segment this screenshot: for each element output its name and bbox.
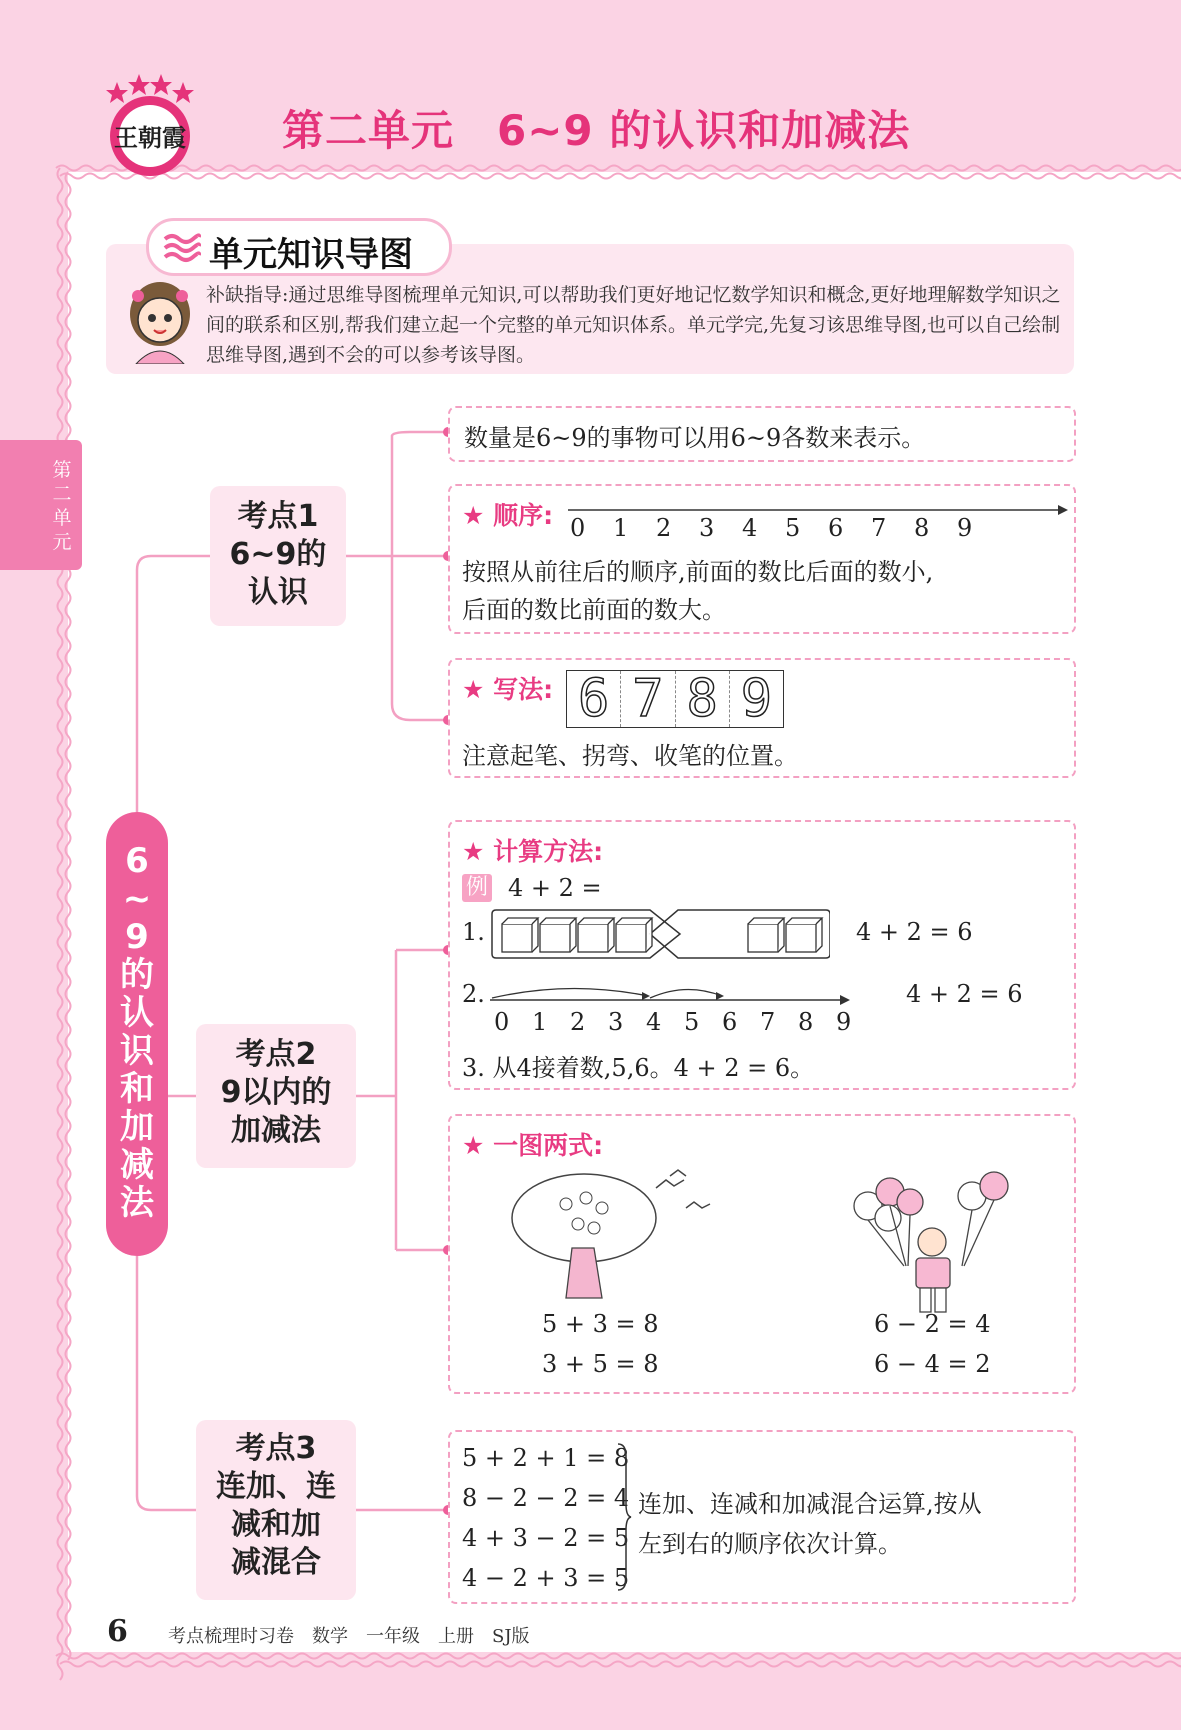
number-tick-label: 8 xyxy=(798,1008,814,1036)
example-expr: 4 + 2 = xyxy=(508,874,602,902)
kp3-label-line: 考点3 xyxy=(235,1431,317,1466)
number-tick-label: 0 xyxy=(570,514,586,542)
number-tick-label: 3 xyxy=(608,1008,624,1036)
number-tick-label: 6 xyxy=(722,1008,738,1036)
root-char: 6 xyxy=(125,841,149,881)
root-char: 认 xyxy=(120,993,154,1033)
kp3-note-1: 连加、连减和加减混合运算,按从 xyxy=(638,1490,982,1518)
kp3-equation: 4 − 2 + 3 = 5 xyxy=(462,1564,630,1592)
kp1-meaning-box xyxy=(448,406,1076,462)
root-char: 法 xyxy=(120,1183,154,1223)
curly-brace xyxy=(616,1442,632,1592)
number-tick-label: 2 xyxy=(570,1008,586,1036)
kp2-node[interactable] xyxy=(196,1024,356,1168)
one-pic-title: 一图两式: xyxy=(493,1131,604,1160)
step3-text: 3. 从4接着数,5,6。4 + 2 = 6。 xyxy=(462,1054,815,1082)
root-node[interactable] xyxy=(106,812,168,1256)
step2-numbers xyxy=(494,1008,854,1038)
boy-balloons-illustration xyxy=(846,1166,1016,1316)
number-tick-label: 0 xyxy=(494,1008,510,1036)
kp3-node[interactable] xyxy=(196,1420,356,1600)
number-tick-label: 5 xyxy=(684,1008,700,1036)
root-char: 的 xyxy=(120,955,154,995)
root-char: ~ xyxy=(122,879,152,919)
page-title: 第二单元 6~9 的认识和加减法 xyxy=(282,106,911,155)
kp3-equation: 5 + 2 + 1 = 8 xyxy=(462,1444,630,1472)
kp2-label-line: 加减法 xyxy=(231,1113,321,1148)
example-tag: 例 xyxy=(462,874,492,902)
tree-birds-illustration xyxy=(506,1168,736,1308)
kp3-label-line: 减和加 xyxy=(231,1507,321,1542)
step1-number: 1. xyxy=(462,918,485,946)
number-tick-label: 6 xyxy=(828,514,844,542)
writing-digit: 8 xyxy=(676,671,730,727)
writing-title: 写法: xyxy=(493,675,554,704)
step2-result: 4 + 2 = 6 xyxy=(906,980,1023,1008)
kp3-note-2: 左到右的顺序依次计算。 xyxy=(638,1530,902,1558)
kp1-node[interactable] xyxy=(210,486,346,626)
root-char: 9 xyxy=(125,917,149,957)
root-char: 减 xyxy=(120,1145,154,1185)
kp3-equation: 8 − 2 − 2 = 4 xyxy=(462,1484,630,1512)
number-tick-label: 7 xyxy=(760,1008,776,1036)
book-info: 考点梳理时习卷 数学 一年级 上册 SJ版 xyxy=(168,1626,530,1647)
method-title: 计算方法: xyxy=(493,837,604,866)
cube-groups-illustration xyxy=(490,906,830,962)
page-number: 6 xyxy=(107,1614,128,1649)
svg-text:王朝霞: 王朝霞 xyxy=(114,123,186,152)
section-heading: 单元知识导图 xyxy=(209,235,413,275)
kp1-label-line: 认识 xyxy=(248,575,308,610)
side-tab-label: 第二单元 xyxy=(52,459,72,553)
eq-right-2: 6 − 4 = 2 xyxy=(874,1350,991,1378)
root-char: 识 xyxy=(120,1031,154,1071)
star-icon: ★ xyxy=(462,501,485,530)
order-text-1: 按照从前往后的顺序,前面的数比后面的数小, xyxy=(462,558,934,586)
writing-digit: 7 xyxy=(621,671,675,727)
number-tick-label: 4 xyxy=(742,514,758,542)
kp2-picture-box xyxy=(448,1114,1076,1394)
eq-right-1: 6 − 2 = 4 xyxy=(874,1310,991,1338)
kp1-order-box xyxy=(448,484,1076,634)
number-tick-label: 7 xyxy=(871,514,887,542)
number-tick-label: 2 xyxy=(656,514,672,542)
number-tick-label: 9 xyxy=(957,514,973,542)
star-icon: ★ xyxy=(462,1131,485,1160)
writing-note: 注意起笔、拐弯、收笔的位置。 xyxy=(462,742,798,770)
kp2-label-line: 考点2 xyxy=(235,1037,317,1072)
star-icon: ★ xyxy=(462,837,485,866)
kp1-meaning: 数量是6~9的事物可以用6~9各数来表示。 xyxy=(464,424,926,452)
kp2-method-box xyxy=(448,820,1076,1090)
eq-left-2: 3 + 5 = 8 xyxy=(542,1350,659,1378)
kp1-label-line: 考点1 xyxy=(237,499,319,534)
order-text-2: 后面的数比前面的数大。 xyxy=(462,596,726,624)
order-title: 顺序: xyxy=(493,501,554,530)
star-icon: ★ xyxy=(462,675,485,704)
order-numbers xyxy=(570,514,973,544)
root-char: 加 xyxy=(120,1107,154,1147)
step1-result: 4 + 2 = 6 xyxy=(856,918,973,946)
kp1-label-line: 6~9的 xyxy=(229,537,327,572)
number-tick-label: 4 xyxy=(646,1008,662,1036)
number-tick-label: 5 xyxy=(785,514,801,542)
kp3-box xyxy=(448,1430,1076,1604)
number-tick-label: 1 xyxy=(613,514,629,542)
kp3-label-line: 连加、连 xyxy=(216,1469,336,1504)
kp2-label-line: 9以内的 xyxy=(220,1075,332,1110)
kp3-equation: 4 + 3 − 2 = 5 xyxy=(462,1524,630,1552)
eq-left-1: 5 + 3 = 8 xyxy=(542,1310,659,1338)
kp1-writing-box xyxy=(448,658,1076,778)
writing-grid xyxy=(566,670,784,728)
number-tick-label: 9 xyxy=(836,1008,852,1036)
step2-number: 2. xyxy=(462,980,485,1008)
guide-text: 补缺指导:通过思维导图梳理单元知识,可以帮助我们更好地记忆数学知识和概念,更好地理解数学知识之间的联系和区别,帮我们建立起一个完整的单元知识体系。单元学完,先复习该思维导图,也可以自己绘制思维导图,遇到不会的可以参考该导图。 xyxy=(206,284,1061,366)
root-char: 和 xyxy=(120,1069,154,1109)
number-tick-label: 3 xyxy=(699,514,715,542)
writing-digit: 9 xyxy=(740,669,773,729)
kp3-label-line: 减混合 xyxy=(231,1545,321,1580)
jump-number-line xyxy=(490,976,850,1006)
writing-digit: 6 xyxy=(567,671,621,727)
number-tick-label: 8 xyxy=(914,514,930,542)
number-tick-label: 1 xyxy=(532,1008,548,1036)
